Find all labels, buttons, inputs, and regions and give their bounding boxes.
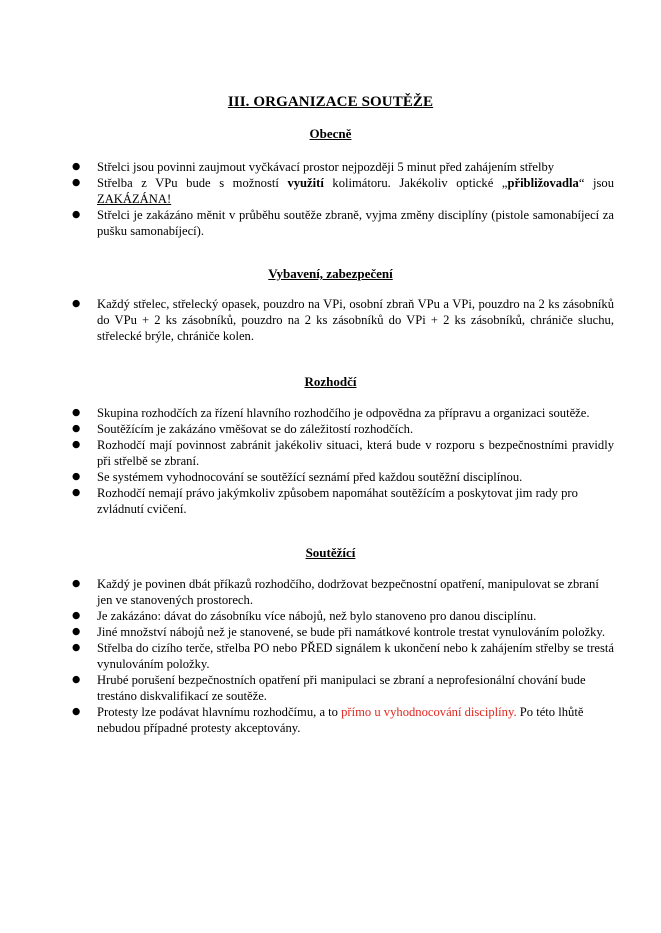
underlined-text: ZAKÁZÁNA! <box>97 192 172 206</box>
list-item-text: Střelba z VPu bude s možností <box>97 176 288 190</box>
list-item <box>72 576 614 608</box>
list-item-text: Je zakázáno: dávat do zásobníku více nábojů, než bylo stanoveno pro danou disciplínu. <box>97 609 537 623</box>
list-item <box>72 485 614 517</box>
bold-text: využití <box>287 176 324 190</box>
list-item <box>72 672 614 704</box>
list-item-text: Po této lhůtě nebudou případné protesty akceptovány. <box>97 705 584 735</box>
list-soutezici <box>72 576 614 736</box>
list-item-text: Jiné množství nábojů než je stanovené, se bude při namátkové kontrole trestat vynulováním položky. <box>97 625 606 639</box>
list-item-text: Hrubé porušení bezpečnostních opatření při manipulaci se zbraní a neprofesionální chování bude trestáno diskvalifikací ze soutěže. <box>97 673 586 703</box>
list-item-text: Střelba do cizího terče, střelba PO nebo PŘED signálem k ukončení nebo k zahájením střelby se trestá vynulováním položky. <box>97 641 614 671</box>
list-item-text: Každý je povinen dbát příkazů rozhodčího, dodržovat bezpečnostní opatření, manipulovat se zbraní jen ve stanovených prostorech. <box>97 577 599 607</box>
list-obecne <box>72 159 614 239</box>
list-item <box>72 624 614 640</box>
list-item-text: kolimátoru. Jakékoliv optické „ <box>323 176 508 190</box>
section-heading-obecne: Obecně <box>309 126 352 141</box>
list-item-text: Rozhodčí nemají právo jakýmkoliv způsobem napomáhat soutěžícím a poskytovat jim rady pro zvládnutí cvičení. <box>97 486 578 516</box>
list-item <box>72 437 614 469</box>
list-item <box>72 405 614 421</box>
list-item-text: Skupina rozhodčích za řízení hlavního rozhodčího je odpovědna za přípravu a organizaci soutěže. <box>97 406 590 420</box>
page-title: III. ORGANIZACE SOUTĚŽE <box>227 94 434 110</box>
list-item <box>72 175 614 207</box>
list-item <box>72 608 614 624</box>
list-item <box>72 296 614 344</box>
list-item-text: Střelci jsou povinni zaujmout vyčkávací prostor nejpozději 5 minut před zahájením střelby <box>97 160 555 174</box>
list-item-text: Rozhodčí mají povinnost zabránit jakékoliv situaci, která bude v rozporu s bezpečnostními pravidly při střelbě se zbraní. <box>97 438 614 468</box>
list-item-text: “ jsou <box>578 176 615 190</box>
list-item-text: Soutěžícím je zakázáno vměšovat se do záležitostí rozhodčích. <box>97 422 414 436</box>
bold-text: přibližovadla <box>507 176 579 190</box>
list-item <box>72 159 614 175</box>
list-item-text: Se systémem vyhodnocování se soutěžící seznámí před každou soutěžní disciplínou. <box>97 470 523 484</box>
list-rozhodci <box>72 405 614 517</box>
list-item-text: Každý střelec, střelecký opasek, pouzdro na VPi, osobní zbraň VPu a VPi, pouzdro na 2 ks zásobníků do VPu + 2 ks zásobníků, pouzdro na 2 ks zásobníků do VPi + 2 ks zásobníků, chrániče sluchu, střelecké brýle, chrániče kolen. <box>97 297 614 343</box>
list-item <box>72 640 614 672</box>
list-item <box>72 469 614 485</box>
list-item-text: Střelci je zakázáno měnit v průběhu soutěže zbraně, vyjma změny disciplíny (pistole samonabíjecí za pušku samonabíjecí). <box>97 208 614 238</box>
section-heading-soutezici: Soutěžící <box>305 545 356 560</box>
list-vybaveni <box>72 296 614 344</box>
list-item <box>72 421 614 437</box>
section-heading-vybaveni: Vybavení, zabezpečení <box>268 266 393 281</box>
list-item-text: Protesty lze podávat hlavnímu rozhodčímu, a to <box>97 705 342 719</box>
list-item <box>72 704 614 736</box>
list-item <box>72 207 614 239</box>
section-heading-rozhodci: Rozhodčí <box>304 374 357 389</box>
highlighted-text: přímo u vyhodnocování disciplíny. <box>341 705 517 719</box>
